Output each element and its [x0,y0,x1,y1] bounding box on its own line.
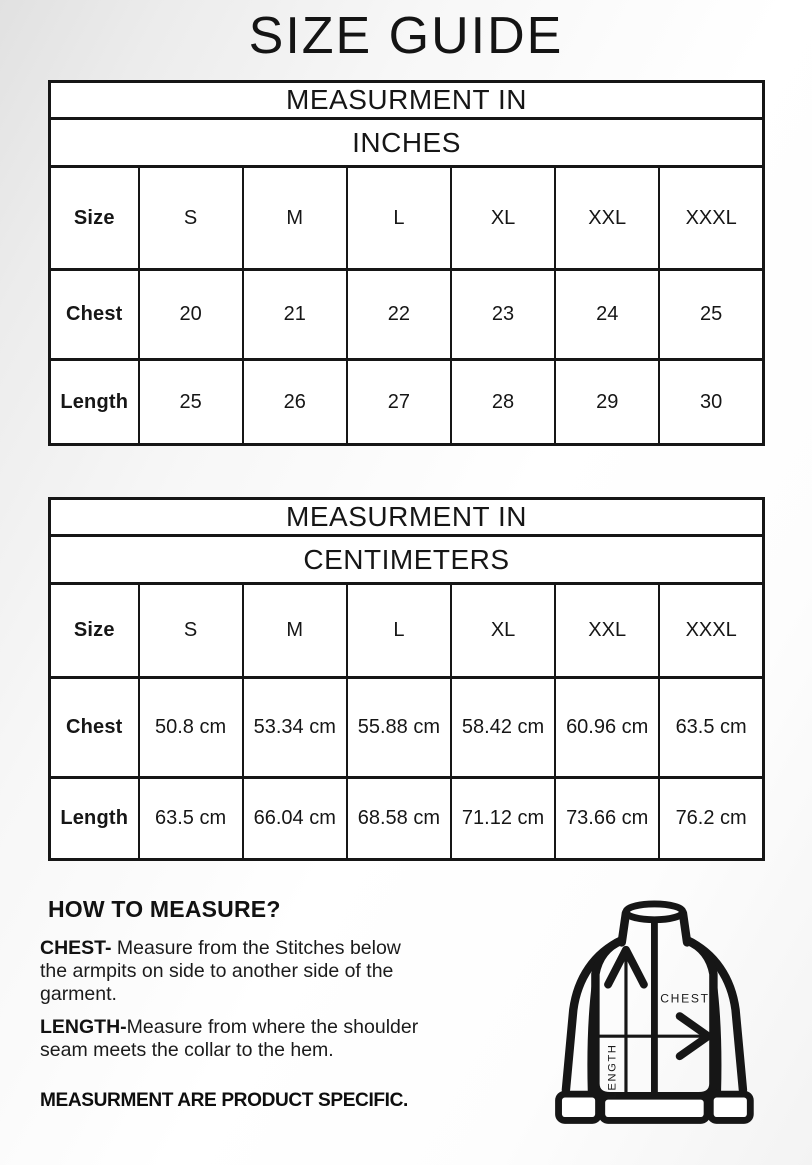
value-cell: 71.12 cm [451,778,555,860]
chest-instruction-label: CHEST- [40,937,112,959]
value-cell: 68.58 cm [347,778,451,860]
jacket-left-cuff [559,1094,599,1120]
footer-note: MEASURMENT ARE PRODUCT SPECIFIC. [40,1089,408,1111]
size-table-centimeters [48,497,765,861]
value-cell: 73.66 cm [555,778,659,860]
length-instruction-text: Measure from where the shoulder seam meets the collar to the hem. [40,1016,419,1061]
row-label-cell: Length [50,778,139,860]
row-label-cell: Chest [50,270,139,360]
value-cell: 30 [659,360,763,445]
row-label-cell: Size [50,167,139,270]
value-cell: 25 [139,360,243,445]
value-cell: 28 [451,360,555,445]
value-cell: XXL [555,167,659,270]
value-cell: 53.34 cm [243,678,347,778]
value-cell: 55.88 cm [347,678,451,778]
value-cell: 29 [555,360,659,445]
value-cell: 26 [243,360,347,445]
value-cell: XL [451,167,555,270]
diagram-chest-label: CHEST [660,991,710,1006]
value-cell: 21 [243,270,347,360]
jacket-measurement-diagram [548,898,764,1128]
value-cell: XXL [555,584,659,678]
how-to-measure-heading: HOW TO MEASURE? [48,896,281,922]
table-header-measurement-in: MEASURMENT IN [50,499,764,536]
value-cell: 58.42 cm [451,678,555,778]
value-cell: L [347,167,451,270]
value-cell: XXXL [659,167,763,270]
value-cell: S [139,584,243,678]
value-cell: S [139,167,243,270]
length-instruction [40,1016,432,1062]
length-instruction-label: LENGTH- [40,1016,127,1038]
value-cell: 63.5 cm [659,678,763,778]
value-cell: 22 [347,270,451,360]
value-cell: 23 [451,270,555,360]
size-table-inches [48,80,765,446]
value-cell: 25 [659,270,763,360]
value-cell: 50.8 cm [139,678,243,778]
row-label-cell: Chest [50,678,139,778]
jacket-right-cuff [710,1094,750,1120]
chest-instruction-text: Measure from the Stitches below the armpits on side to another side of the garment. [40,937,401,1005]
value-cell: 24 [555,270,659,360]
value-cell: M [243,584,347,678]
value-cell: 20 [139,270,243,360]
value-cell: M [243,167,347,270]
value-cell: 76.2 cm [659,778,763,860]
row-label-cell: Length [50,360,139,445]
page-title: SIZE GUIDE [248,7,564,65]
value-cell: 63.5 cm [139,778,243,860]
value-cell: L [347,584,451,678]
table-header-unit: INCHES [50,119,764,167]
value-cell: 66.04 cm [243,778,347,860]
chest-instruction [40,937,432,1006]
value-cell: 60.96 cm [555,678,659,778]
value-cell: XL [451,584,555,678]
how-to-measure-section [40,896,432,1112]
row-label-cell: Size [50,584,139,678]
value-cell: XXXL [659,584,763,678]
table-header-unit: CENTIMETERS [50,536,764,584]
jacket-hem-band [602,1096,707,1120]
value-cell: 27 [347,360,451,445]
diagram-length-label: LENGTH [606,1043,619,1099]
table-header-measurement-in: MEASURMENT IN [50,82,764,119]
